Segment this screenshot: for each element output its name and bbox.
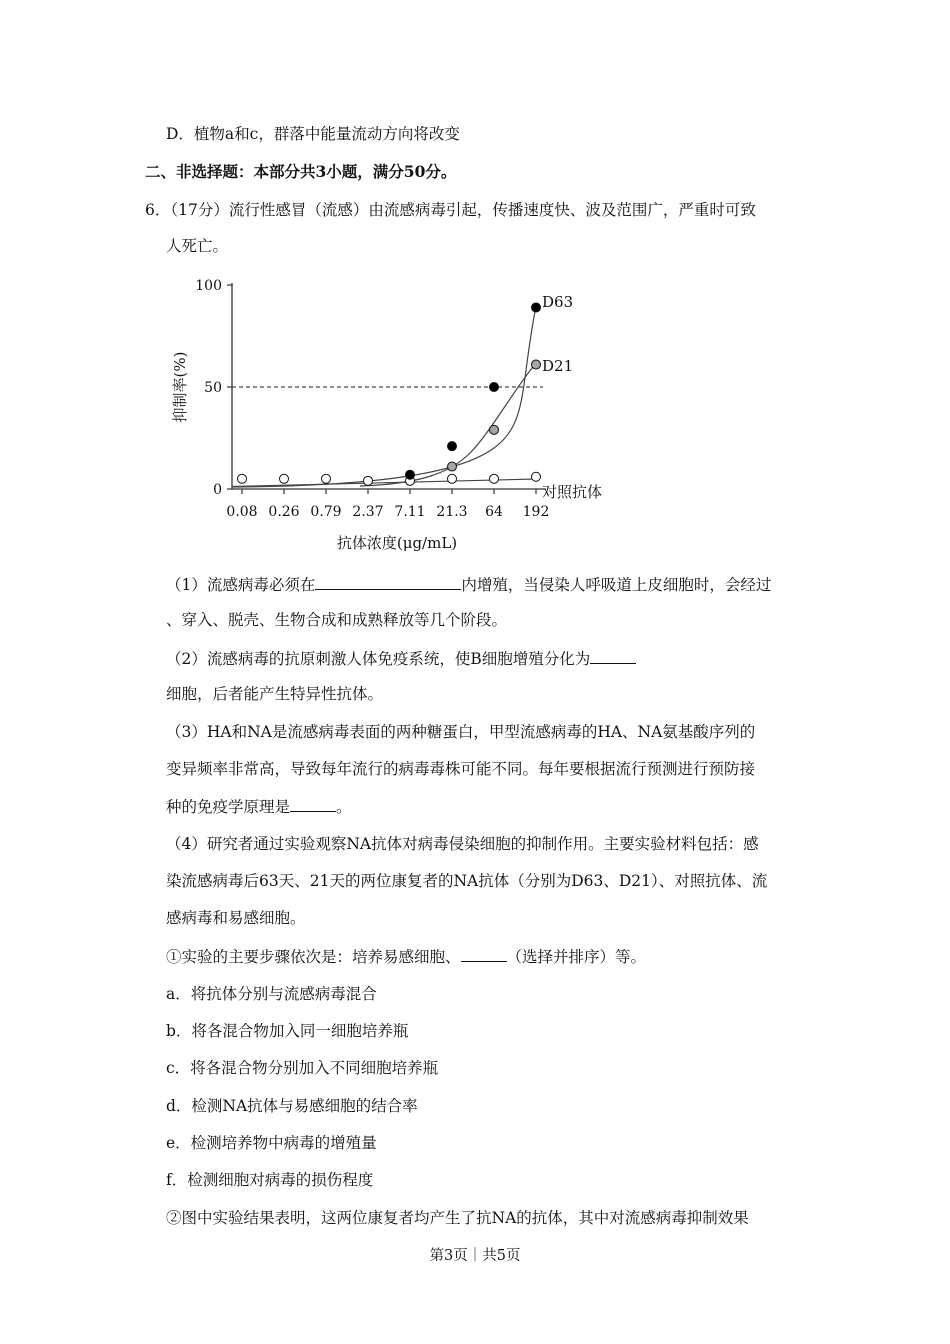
data-point-control bbox=[322, 474, 331, 483]
answer-blank-4[interactable] bbox=[461, 946, 507, 962]
part-1-line-1 bbox=[166, 574, 771, 595]
choice-b: b．将各混合物加入同一细胞培养瓶 bbox=[166, 1022, 409, 1040]
answer-blank-1[interactable] bbox=[315, 574, 461, 590]
x-axis-title: 抗体浓度(μg/mL) bbox=[336, 534, 458, 552]
data-point-control bbox=[490, 474, 499, 483]
question-6-intro bbox=[145, 200, 756, 220]
part-4-text-b: 染流感病毒后63天、21天的两位康复者的NA抗体（分别为D63、D21）、对照抗体、流 bbox=[166, 872, 768, 890]
intro-text-1: （17分）流行性感冒（流感）由流感病毒引起，传播速度快、波及范围广，严重时可致 bbox=[170, 201, 756, 219]
legend-label-control: 对照抗体 bbox=[542, 483, 603, 501]
x-tick-label: 64 bbox=[485, 504, 503, 520]
choice-d: d．检测NA抗体与易感细胞的结合率 bbox=[166, 1097, 418, 1115]
x-tick-label: 192 bbox=[522, 504, 550, 520]
choice-e: e．检测培养物中病毒的增殖量 bbox=[166, 1134, 377, 1152]
data-point-control bbox=[532, 472, 541, 481]
part-1-text-a: （1）流感病毒必须在 bbox=[166, 576, 316, 594]
part-4-text-c: 感病毒和易感细胞。 bbox=[166, 909, 306, 927]
part-3-text-c: 种的免疫学原理是 bbox=[166, 798, 291, 816]
choice-c: c．将各混合物分别加入不同细胞培养瓶 bbox=[166, 1059, 439, 1077]
x-tick-label: 7.11 bbox=[394, 504, 426, 520]
y-axis-title: 抑制率(%) bbox=[171, 351, 189, 423]
part-2-line-1 bbox=[166, 648, 636, 669]
part-4-text-a: （4）研究者通过实验观察NA抗体对病毒侵染细胞的抑制作用。主要实验材料包括：感 bbox=[166, 835, 759, 853]
answer-blank-2[interactable] bbox=[590, 648, 636, 664]
part-1-text-b: 内增殖，当侵染人呼吸道上皮细胞时，会经过 bbox=[461, 576, 772, 594]
x-tick-label: 2.37 bbox=[352, 504, 384, 520]
y-tick-label: 100 bbox=[195, 278, 222, 294]
answer-blank-3[interactable] bbox=[290, 796, 336, 812]
data-point-control bbox=[238, 474, 247, 483]
step-1-text-a: ①实验的主要步骤依次是：培养易感细胞、 bbox=[166, 948, 461, 966]
section-title: 二、非选择题：本部分共3小题，满分50分。 bbox=[145, 162, 457, 181]
x-tick-label: 0.26 bbox=[268, 504, 300, 520]
choice-f: f．检测细胞对病毒的损伤程度 bbox=[166, 1171, 374, 1189]
part-3-line-3 bbox=[166, 796, 352, 817]
data-point-d63 bbox=[406, 470, 415, 479]
legend-label-d63: D63 bbox=[542, 293, 574, 311]
part-3-text-d: 。 bbox=[336, 798, 352, 816]
x-tick-label: 21.3 bbox=[436, 504, 468, 520]
chart-axes bbox=[171, 278, 549, 552]
question-number: 6． bbox=[145, 201, 171, 219]
part-3-text-b: 变异频率非常高，导致每年流行的病毒毒株可能不同。每年要根据流行预测进行预防接 bbox=[166, 760, 756, 778]
data-point-d21 bbox=[490, 425, 499, 434]
data-point-control bbox=[364, 476, 373, 485]
option-d: D．植物a和c，群落中能量流动方向将改变 bbox=[166, 125, 460, 143]
step-1-text-b: （选择并排序）等。 bbox=[506, 948, 647, 966]
legend-label-d21: D21 bbox=[542, 357, 574, 375]
page-footer: 第3页｜共5页 bbox=[429, 1248, 521, 1264]
data-point-d63 bbox=[532, 303, 541, 312]
part-2-text-b: 细胞，后者能产生特异性抗体。 bbox=[166, 685, 384, 703]
x-tick-label: 0.79 bbox=[310, 504, 342, 520]
part-1-text-c: 、穿入、脱壳、生物合成和成熟释放等几个阶段。 bbox=[166, 611, 508, 629]
step-1-line bbox=[166, 946, 646, 967]
data-point-control bbox=[280, 474, 289, 483]
step-2-text: ②图中实验结果表明，这两位康复者均产生了抗NA的抗体，其中对流感病毒抑制效果 bbox=[166, 1209, 749, 1227]
x-tick-label: 0.08 bbox=[226, 504, 258, 520]
inhibition-chart bbox=[160, 268, 630, 560]
y-tick-label: 0 bbox=[213, 482, 222, 498]
curve-d63 bbox=[232, 306, 536, 487]
data-point-control bbox=[448, 474, 457, 483]
data-point-d63 bbox=[448, 442, 457, 451]
data-point-d63 bbox=[490, 383, 499, 392]
choice-a: a．将抗体分别与流感病毒混合 bbox=[166, 985, 377, 1003]
part-3-text-a: （3）HA和NA是流感病毒表面的两种糖蛋白，甲型流感病毒的HA、NA氨基酸序列的 bbox=[166, 723, 756, 741]
part-2-text-a: （2）流感病毒的抗原刺激人体免疫系统，使B细胞增殖分化为 bbox=[166, 650, 591, 668]
data-point-d21 bbox=[532, 360, 541, 369]
intro-text-2: 人死亡。 bbox=[166, 237, 229, 255]
chart-marks bbox=[232, 293, 602, 501]
data-point-d21 bbox=[448, 462, 457, 471]
y-tick-label: 50 bbox=[204, 380, 222, 396]
